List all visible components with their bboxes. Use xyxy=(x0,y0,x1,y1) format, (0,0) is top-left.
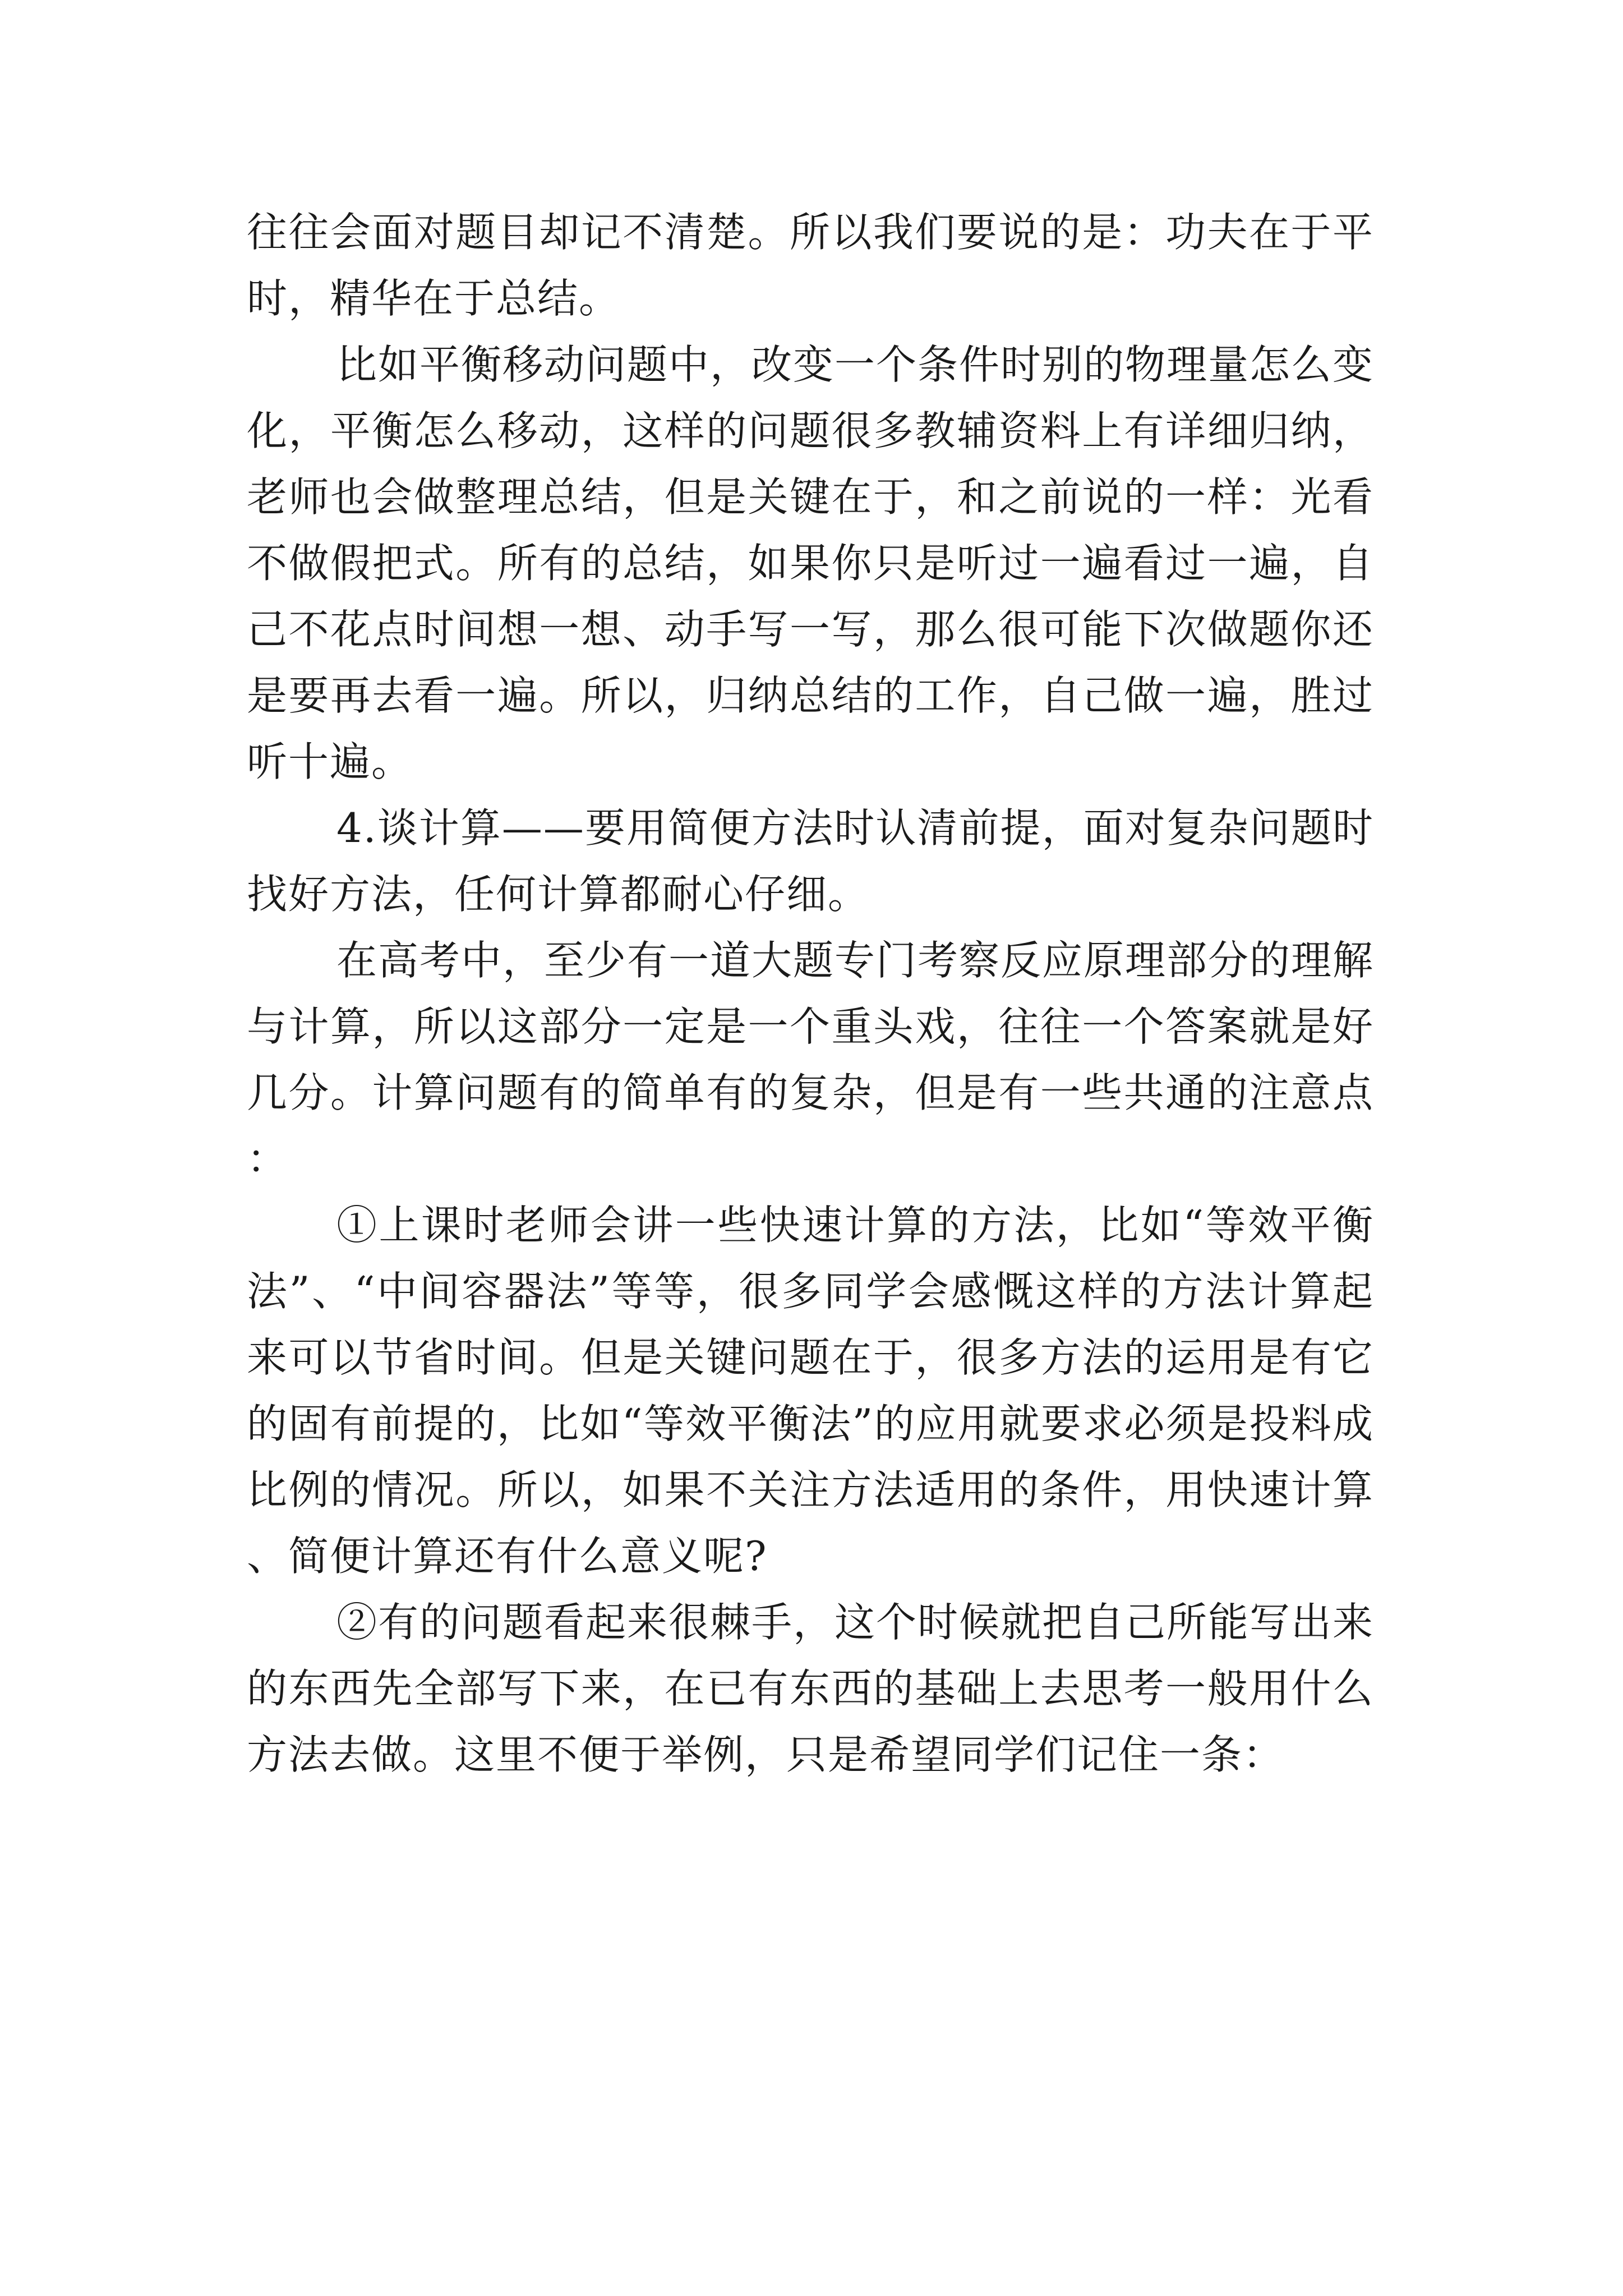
paragraph-4: 在高考中，至少有一道大题专门考察反应原理部分的理解与计算，所以这部分一定是一个重头戏，往往一个答案就是好几分。计算问题有的简单有的复杂，但是有一些共通的注意点： xyxy=(247,937,1375,1182)
paragraph-3-heading: 4.谈计算——要用简便方法时认清前提，面对复杂问题时找好方法，任何计算都耐心仔细。 xyxy=(247,804,1374,918)
paragraph-1: 往往会面对题目却记不清楚。所以我们要说的是：功夫在于平时，精华在于总结。 xyxy=(247,209,1374,322)
document-body xyxy=(247,199,1374,1788)
paragraph-5: ①上课时老师会讲一些快速计算的方法，比如“等效平衡法”、“中间容器法”等等，很多同学会感慨这样的方法计算起来可以节省时间。但是关键问题在于，很多方法的运用是有它的固有前提的，比如“等效平衡法”的应用就要求必须是投料成比例的情况。所以，如果不关注方法适用的条件，用快速计算、简便计算还有什么意义呢? xyxy=(247,1202,1374,1580)
paragraph-6: ②有的问题看起来很棘手，这个时候就把自己所能写出来的东西先全部写下来，在已有东西的基础上去思考一般用什么方法去做。这里不便于举例，只是希望同学们记住一条： xyxy=(247,1599,1375,1778)
paragraph-2: 比如平衡移动问题中，改变一个条件时别的物理量怎么变化，平衡怎么移动，这样的问题很多教辅资料上有详细归纳，老师也会做整理总结，但是关键在于，和之前说的一样：光看不做假把式。所有的总结，如果你只是听过一遍看过一遍，自己不花点时间想一想、动手写一写，那么很可能下次做题你还是要再去看一遍。所以，归纳总结的工作，自己做一遍，胜过听十遍。 xyxy=(247,341,1375,785)
